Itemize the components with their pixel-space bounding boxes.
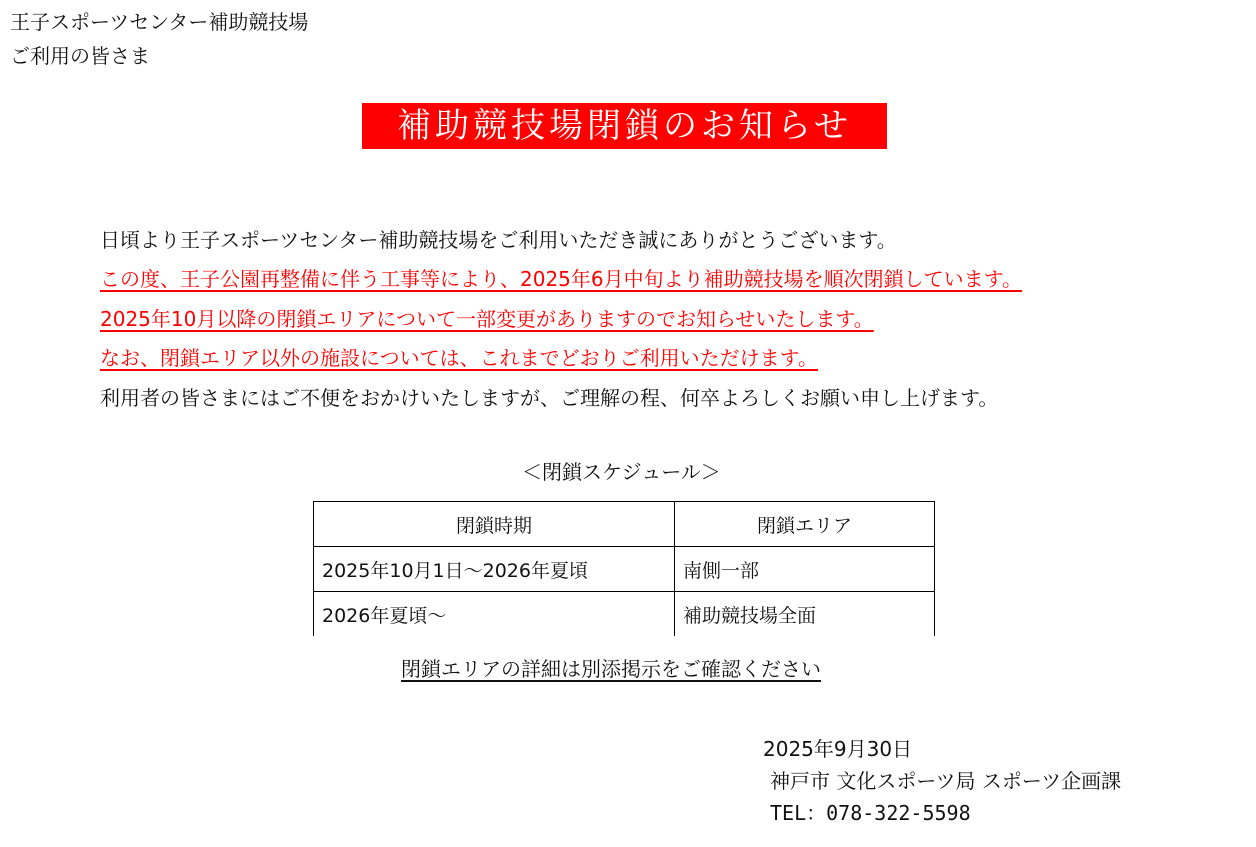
body-line-1: 日頃より王子スポーツセンター補助競技場をご利用いただき誠にありがとうございます。 (100, 228, 897, 252)
addressee-line-2: ご利用の皆さま (10, 44, 150, 68)
contact-phone: TEL：078-322-5598 (770, 801, 971, 825)
addressee-line-1: 王子スポーツセンター補助競技場 (10, 10, 309, 34)
table-row (314, 592, 935, 637)
schedule-header-row (314, 502, 935, 547)
body-line-2-highlight: この度、王子公園再整備に伴う工事等により、2025年6月中旬より補助競技場を順次閉鎖しています。 (100, 267, 1023, 291)
body-line-5: 利用者の皆さまにはご不便をおかけいたしますが、ご理解の程、何卒よろしくお願い申し上げます。 (100, 386, 999, 410)
header-period: 閉鎖時期 (314, 502, 675, 547)
area-cell: 補助競技場全面 (675, 592, 935, 637)
period-cell: 2026年夏頃～ (314, 592, 675, 637)
table-row (314, 547, 935, 592)
header-area: 閉鎖エリア (675, 502, 935, 547)
notice-title: 補助競技場閉鎖のお知らせ (362, 103, 887, 149)
body-line-3-highlight: 2025年10月以降の閉鎖エリアについて一部変更がありますのでお知らせいたします。 (100, 307, 874, 331)
issuer-department: 神戸市 文化スポーツ局 スポーツ企画課 (770, 769, 1122, 793)
details-note: 閉鎖エリアの詳細は別添掲示をご確認ください (401, 657, 821, 681)
body-line-4-highlight: なお、閉鎖エリア以外の施設については、これまでどおりご利用いただけます。 (100, 346, 818, 370)
schedule-heading: ＜閉鎖スケジュール＞ (522, 460, 721, 484)
schedule-table (313, 501, 935, 636)
notice-date: 2025年9月30日 (763, 737, 913, 761)
period-cell: 2025年10月1日～2026年夏頃 (314, 547, 675, 592)
area-cell: 南側一部 (675, 547, 935, 592)
